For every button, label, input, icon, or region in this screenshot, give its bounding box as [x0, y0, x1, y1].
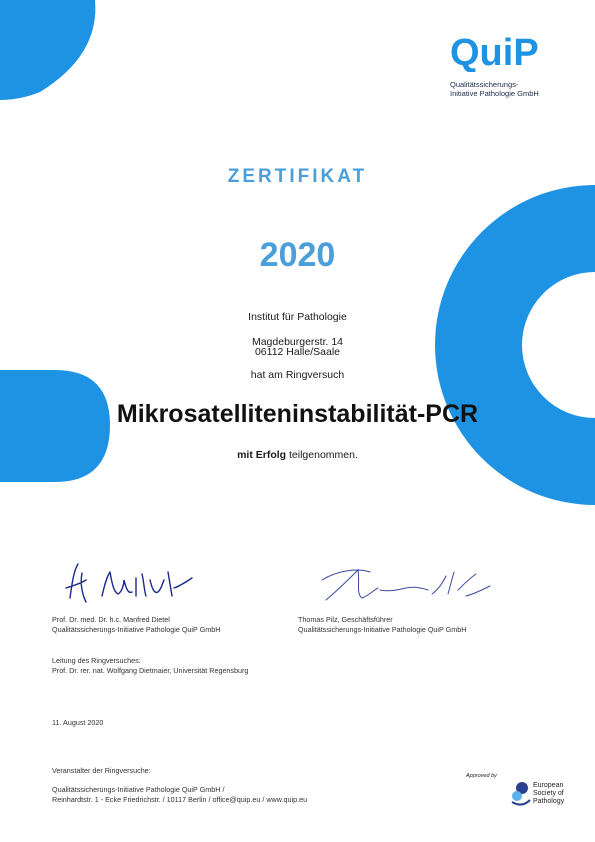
certificate-heading: ZERTIFIKAT: [227, 166, 368, 187]
organizer-line1: Qualitätssicherungs-Initiative Pathologie QuiP GmbH /: [52, 785, 225, 794]
top-left-blue-shape: [0, 0, 95, 100]
logo-subtitle: [450, 80, 580, 98]
management-block: [52, 656, 248, 676]
institute-street: Magdeburgerstr. 14: [251, 336, 344, 348]
organizer-label: Veranstalter der Ringversuche:: [52, 766, 151, 775]
result-bold: mit Erfolg: [237, 449, 287, 461]
signatory-right: [298, 615, 466, 635]
organizer-line2: Reinhardtstr. 1 - Ecke Friedrichstr. / 10117 Berlin / office@quip.eu / www.quip.eu: [52, 795, 308, 804]
approved-by-label: Approved by: [466, 773, 497, 779]
result-line: [0, 449, 595, 461]
issue-date: 11. August 2020: [52, 718, 104, 727]
quip-logo-mark: [450, 30, 560, 72]
signature-pilz: [318, 560, 503, 610]
signatory-right-name: Thomas Pilz, Geschäftsführer: [298, 615, 393, 624]
esp-line2: Society of: [533, 790, 564, 797]
esp-logo-icon: [508, 778, 534, 808]
signatory-right-org: Qualitätssicherungs-Initiative Pathologie QuiP GmbH: [298, 625, 467, 634]
logo-sub-line1: Qualitätssicherungs-: [450, 80, 519, 89]
organizer-block: [52, 766, 307, 805]
esp-approval: [466, 772, 497, 780]
result-rest: teilgenommen.: [286, 449, 358, 461]
management-name: Prof. Dr. rer. nat. Wolfgang Dietmaier, Universität Regensburg: [52, 666, 249, 675]
esp-line3: Pathology: [533, 798, 565, 805]
certificate-year: 2020: [259, 236, 336, 274]
logo-sub-line2: Initiative Pathologie GmbH: [450, 89, 539, 98]
signatory-left-org: Qualitätssicherungs-Initiative Pathologie QuiP GmbH: [52, 625, 221, 634]
quip-logo: [450, 30, 580, 98]
signatory-left-name: Prof. Dr. med. Dr. h.c. Manfred Dietel: [52, 615, 170, 624]
management-label: Leitung des Ringversuches:: [52, 656, 141, 665]
signature-dietel: [62, 558, 212, 613]
ring-trial-subject: Mikrosatelliteninstabilität-PCR: [116, 400, 479, 428]
logo-wordmark: QuiP: [450, 32, 539, 72]
intro-text: hat am Ringversuch: [250, 369, 345, 381]
signatory-left: [52, 615, 220, 635]
institute-city: 06112 Halle/Saale: [254, 346, 341, 358]
esp-name: [533, 782, 564, 806]
esp-line1: European: [533, 782, 564, 789]
institute-name: Institut für Pathologie: [248, 311, 347, 323]
